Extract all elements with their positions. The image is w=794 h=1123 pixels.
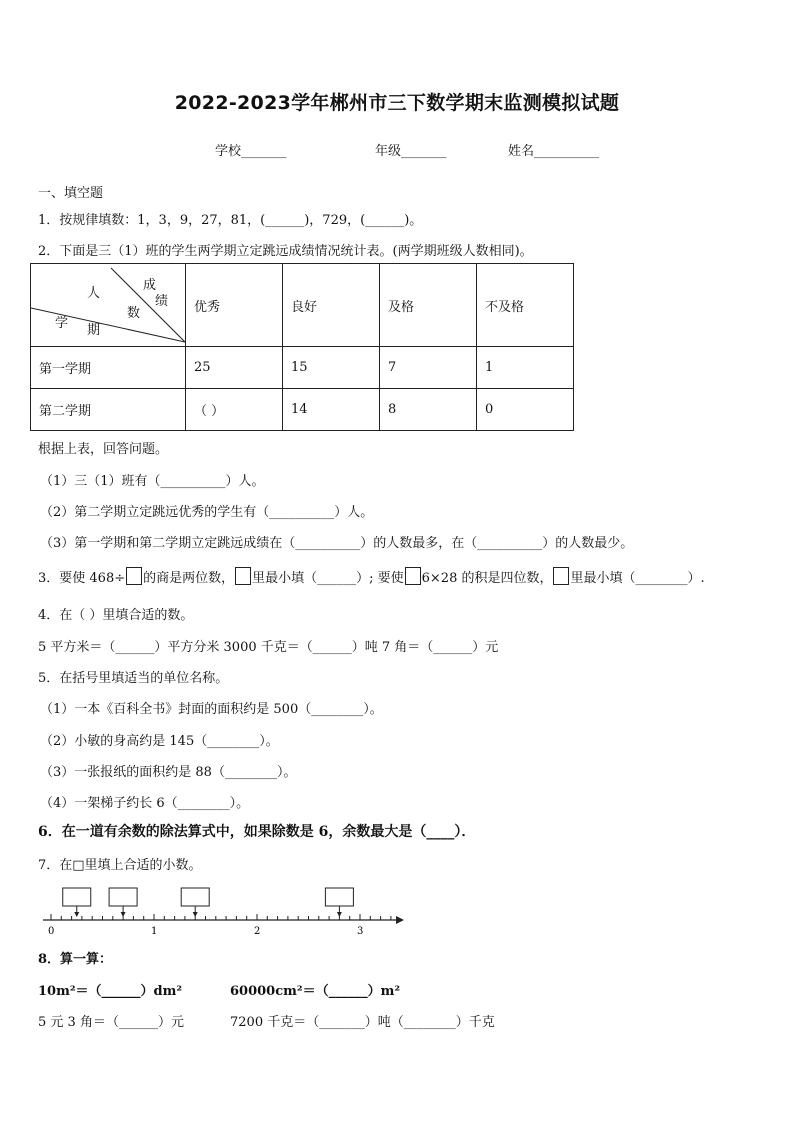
question-4-line: 5 平方米＝（______）平方分米 3000 千克＝（______）吨 7 角＝（______）元 [38, 640, 499, 655]
table-row [31, 389, 574, 431]
blank-square[interactable] [405, 567, 421, 585]
pointer-arrow-icon [193, 912, 198, 917]
question-2: 2．下面是三（1）班的学生两学期立定跳远成绩情况统计表。(两学期班级人数相同)。 [38, 244, 533, 259]
number-line-arrow [396, 916, 404, 924]
question-8-line-2a: 5 元 3 角＝（______）元 [38, 1015, 184, 1030]
blank-square[interactable] [235, 567, 251, 585]
table-cell: 14 [283, 389, 380, 431]
tick-label: 2 [254, 926, 261, 937]
grade-field[interactable]: 年级_______ [375, 144, 447, 159]
question-3-part-d: 6×28 的积是四位数， [421, 571, 553, 586]
header-excellent: 优秀 [186, 264, 283, 347]
school-field[interactable]: 学校_______ [215, 144, 287, 159]
question-8-line-1b: 60000cm²＝（______）m² [230, 984, 401, 999]
question-3-part-c: 里最小填（______）; 要使 [252, 571, 404, 586]
table-cell: 1 [477, 347, 574, 389]
pointer-arrow-icon [337, 912, 342, 917]
section-heading: 一、填空题 [38, 186, 104, 201]
table-cell: 8 [380, 389, 477, 431]
table-cell: 15 [283, 347, 380, 389]
question-7: 7．在□里填上合适的小数。 [38, 858, 202, 873]
question-8-line-2b: 7200 千克＝（_______）吨（________）千克 [230, 1015, 495, 1030]
header-pass: 及格 [380, 264, 477, 347]
question-5-sub-2: （2）小敏的身高约是 145（________）。 [40, 734, 279, 749]
answer-box[interactable] [181, 888, 209, 906]
corner-shu: 数 [127, 306, 141, 321]
question-3-part-e: 里最小填（________）. [570, 571, 705, 586]
question-2-instruction: 根据上表，回答问题。 [38, 442, 169, 457]
table-cell: 0 [477, 389, 574, 431]
question-3-part-a: 3．要使 468÷ [38, 571, 126, 586]
table-corner-cell [31, 264, 186, 347]
question-2-sub-3: （3）第一学期和第二学期立定跳远成绩在（__________）的人数最多，在（__________）的人数最少。 [40, 536, 634, 551]
question-2-sub-1: （1）三（1）班有（__________）人。 [40, 474, 265, 489]
question-8: 8．算一算： [38, 952, 113, 967]
blank-square[interactable] [126, 567, 142, 585]
question-2-sub-2: （2）第二学期立定跳远优秀的学生有（__________）人。 [40, 505, 374, 520]
question-5-sub-1: （1）一本《百科全书》封面的面积约是 500（________）。 [40, 702, 383, 717]
question-1: 1．按规律填数：1，3，9，27，81，(______)，729，(______)。 [38, 213, 423, 228]
tick-label: 1 [151, 926, 158, 937]
tick-label: 3 [357, 926, 364, 937]
answer-box[interactable] [63, 888, 91, 906]
question-3-part-b: 的商是两位数， [143, 571, 235, 586]
table-cell-blank[interactable]: （ ） [186, 389, 283, 431]
header-good: 良好 [283, 264, 380, 347]
question-5-sub-4: （4）一架梯子约长 6（________）。 [40, 796, 250, 811]
question-8-line-1a: 10m²＝（______）dm² [38, 984, 183, 999]
question-3 [38, 567, 705, 586]
stats-table [30, 263, 574, 431]
tick-label: 0 [48, 926, 55, 937]
corner-xue: 学 [55, 316, 69, 331]
number-line [38, 880, 408, 940]
corner-ji: 绩 [155, 294, 169, 309]
table-row [31, 347, 574, 389]
corner-qi: 期 [87, 323, 101, 338]
table-cell: 25 [186, 347, 283, 389]
question-4: 4．在（ ）里填合适的数。 [38, 608, 194, 623]
question-5: 5．在括号里填适当的单位名称。 [38, 671, 229, 686]
answer-box[interactable] [325, 888, 353, 906]
row-label: 第一学期 [31, 347, 186, 389]
page-title: 2022-2023学年郴州市三下数学期末监测模拟试题 [174, 92, 620, 114]
corner-cheng: 成 [143, 278, 157, 293]
corner-ren: 人 [87, 286, 101, 301]
table-cell: 7 [380, 347, 477, 389]
pointer-arrow-icon [74, 912, 79, 917]
question-5-sub-3: （3）一张报纸的面积约是 88（________）。 [40, 765, 297, 780]
blank-square[interactable] [553, 567, 569, 585]
pointer-arrow-icon [121, 912, 126, 917]
answer-box[interactable] [109, 888, 137, 906]
header-fail: 不及格 [477, 264, 574, 347]
question-6: 6．在一道有余数的除法算式中，如果除数是 6，余数最大是（____）． [38, 824, 476, 840]
row-label: 第二学期 [31, 389, 186, 431]
name-field[interactable]: 姓名__________ [508, 144, 600, 159]
